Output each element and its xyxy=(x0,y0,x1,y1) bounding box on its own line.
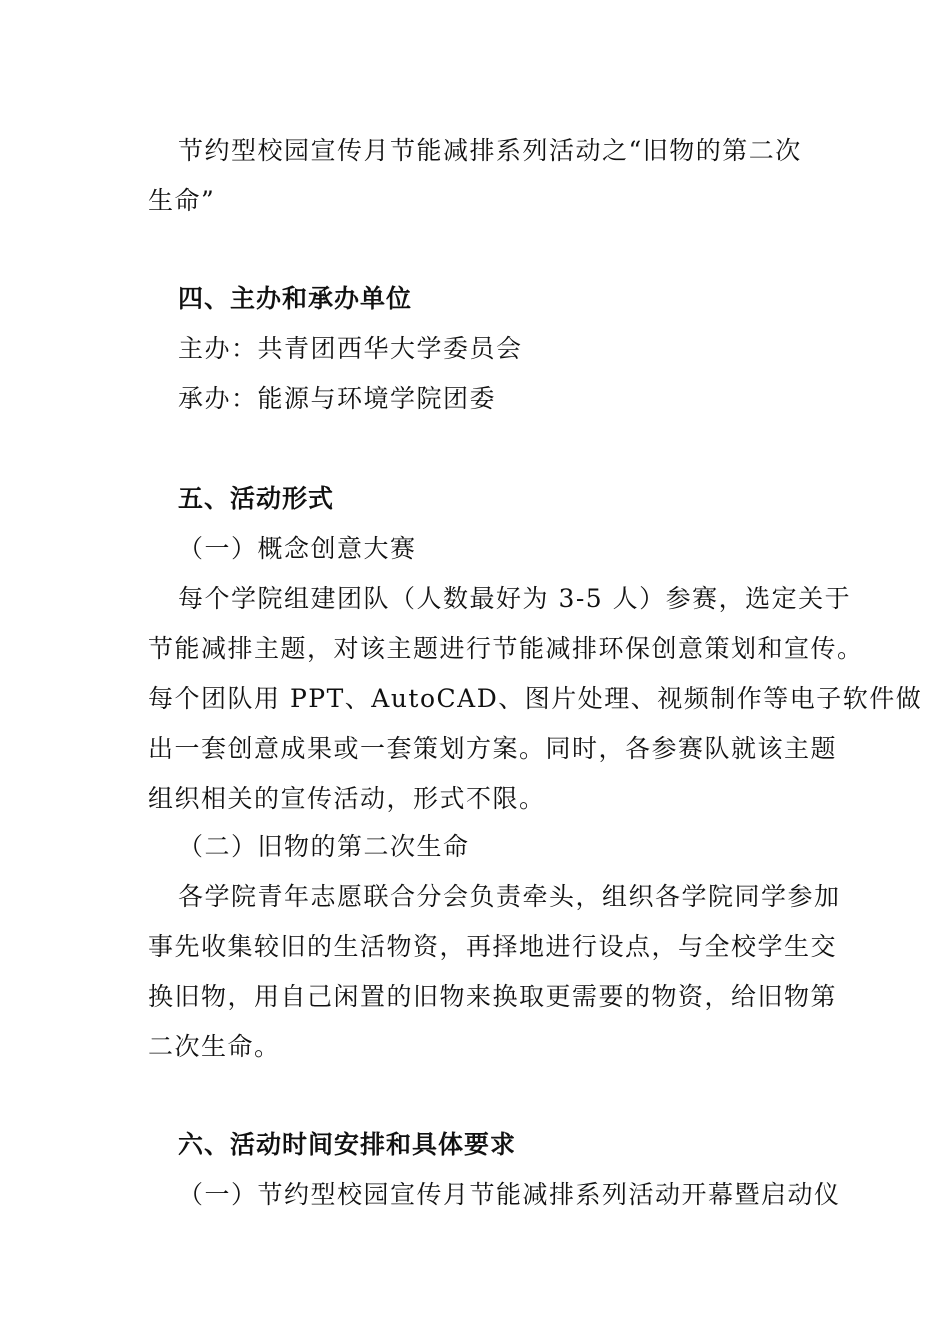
organizer-line: 承办：能源与环境学院团委 xyxy=(178,384,497,413)
paragraph-line: 组织相关的宣传活动，形式不限。 xyxy=(148,784,546,813)
paragraph-line: 事先收集较旧的生活物资，再择地进行设点，与全校学生交 xyxy=(148,932,838,961)
section-5-heading: 五、活动形式 xyxy=(178,484,335,513)
subsection-6-1-title: （一）节约型校园宣传月节能减排系列活动开幕暨启动仪 xyxy=(178,1180,841,1209)
intro-line-2: 生命” xyxy=(148,186,216,215)
paragraph-line: 换旧物，用自己闲置的旧物来换取更需要的物资，给旧物第 xyxy=(148,982,838,1011)
paragraph-line: 二次生命。 xyxy=(148,1032,281,1061)
section-6-heading: 六、活动时间安排和具体要求 xyxy=(178,1130,517,1159)
intro-line-1: 节约型校园宣传月节能减排系列活动之“旧物的第二次 xyxy=(178,136,802,165)
paragraph-line: 各学院青年志愿联合分会负责牵头，组织各学院同学参加 xyxy=(178,882,841,911)
paragraph-line: 节能减排主题，对该主题进行节能减排环保创意策划和宣传。 xyxy=(148,634,864,663)
host-line: 主办：共青团西华大学委员会 xyxy=(178,334,523,363)
paragraph-line: 每个学院组建团队（人数最好为 3-5 人）参赛，选定关于 xyxy=(178,584,852,613)
section-4-heading: 四、主办和承办单位 xyxy=(178,284,413,313)
subsection-5-2-title: （二）旧物的第二次生命 xyxy=(178,832,470,861)
subsection-5-1-title: （一）概念创意大赛 xyxy=(178,534,417,563)
paragraph-line: 出一套创意成果或一套策划方案。同时，各参赛队就该主题 xyxy=(148,734,838,763)
paragraph-line: 每个团队用 PPT、AutoCAD、图片处理、视频制作等电子软件做 xyxy=(148,684,923,713)
